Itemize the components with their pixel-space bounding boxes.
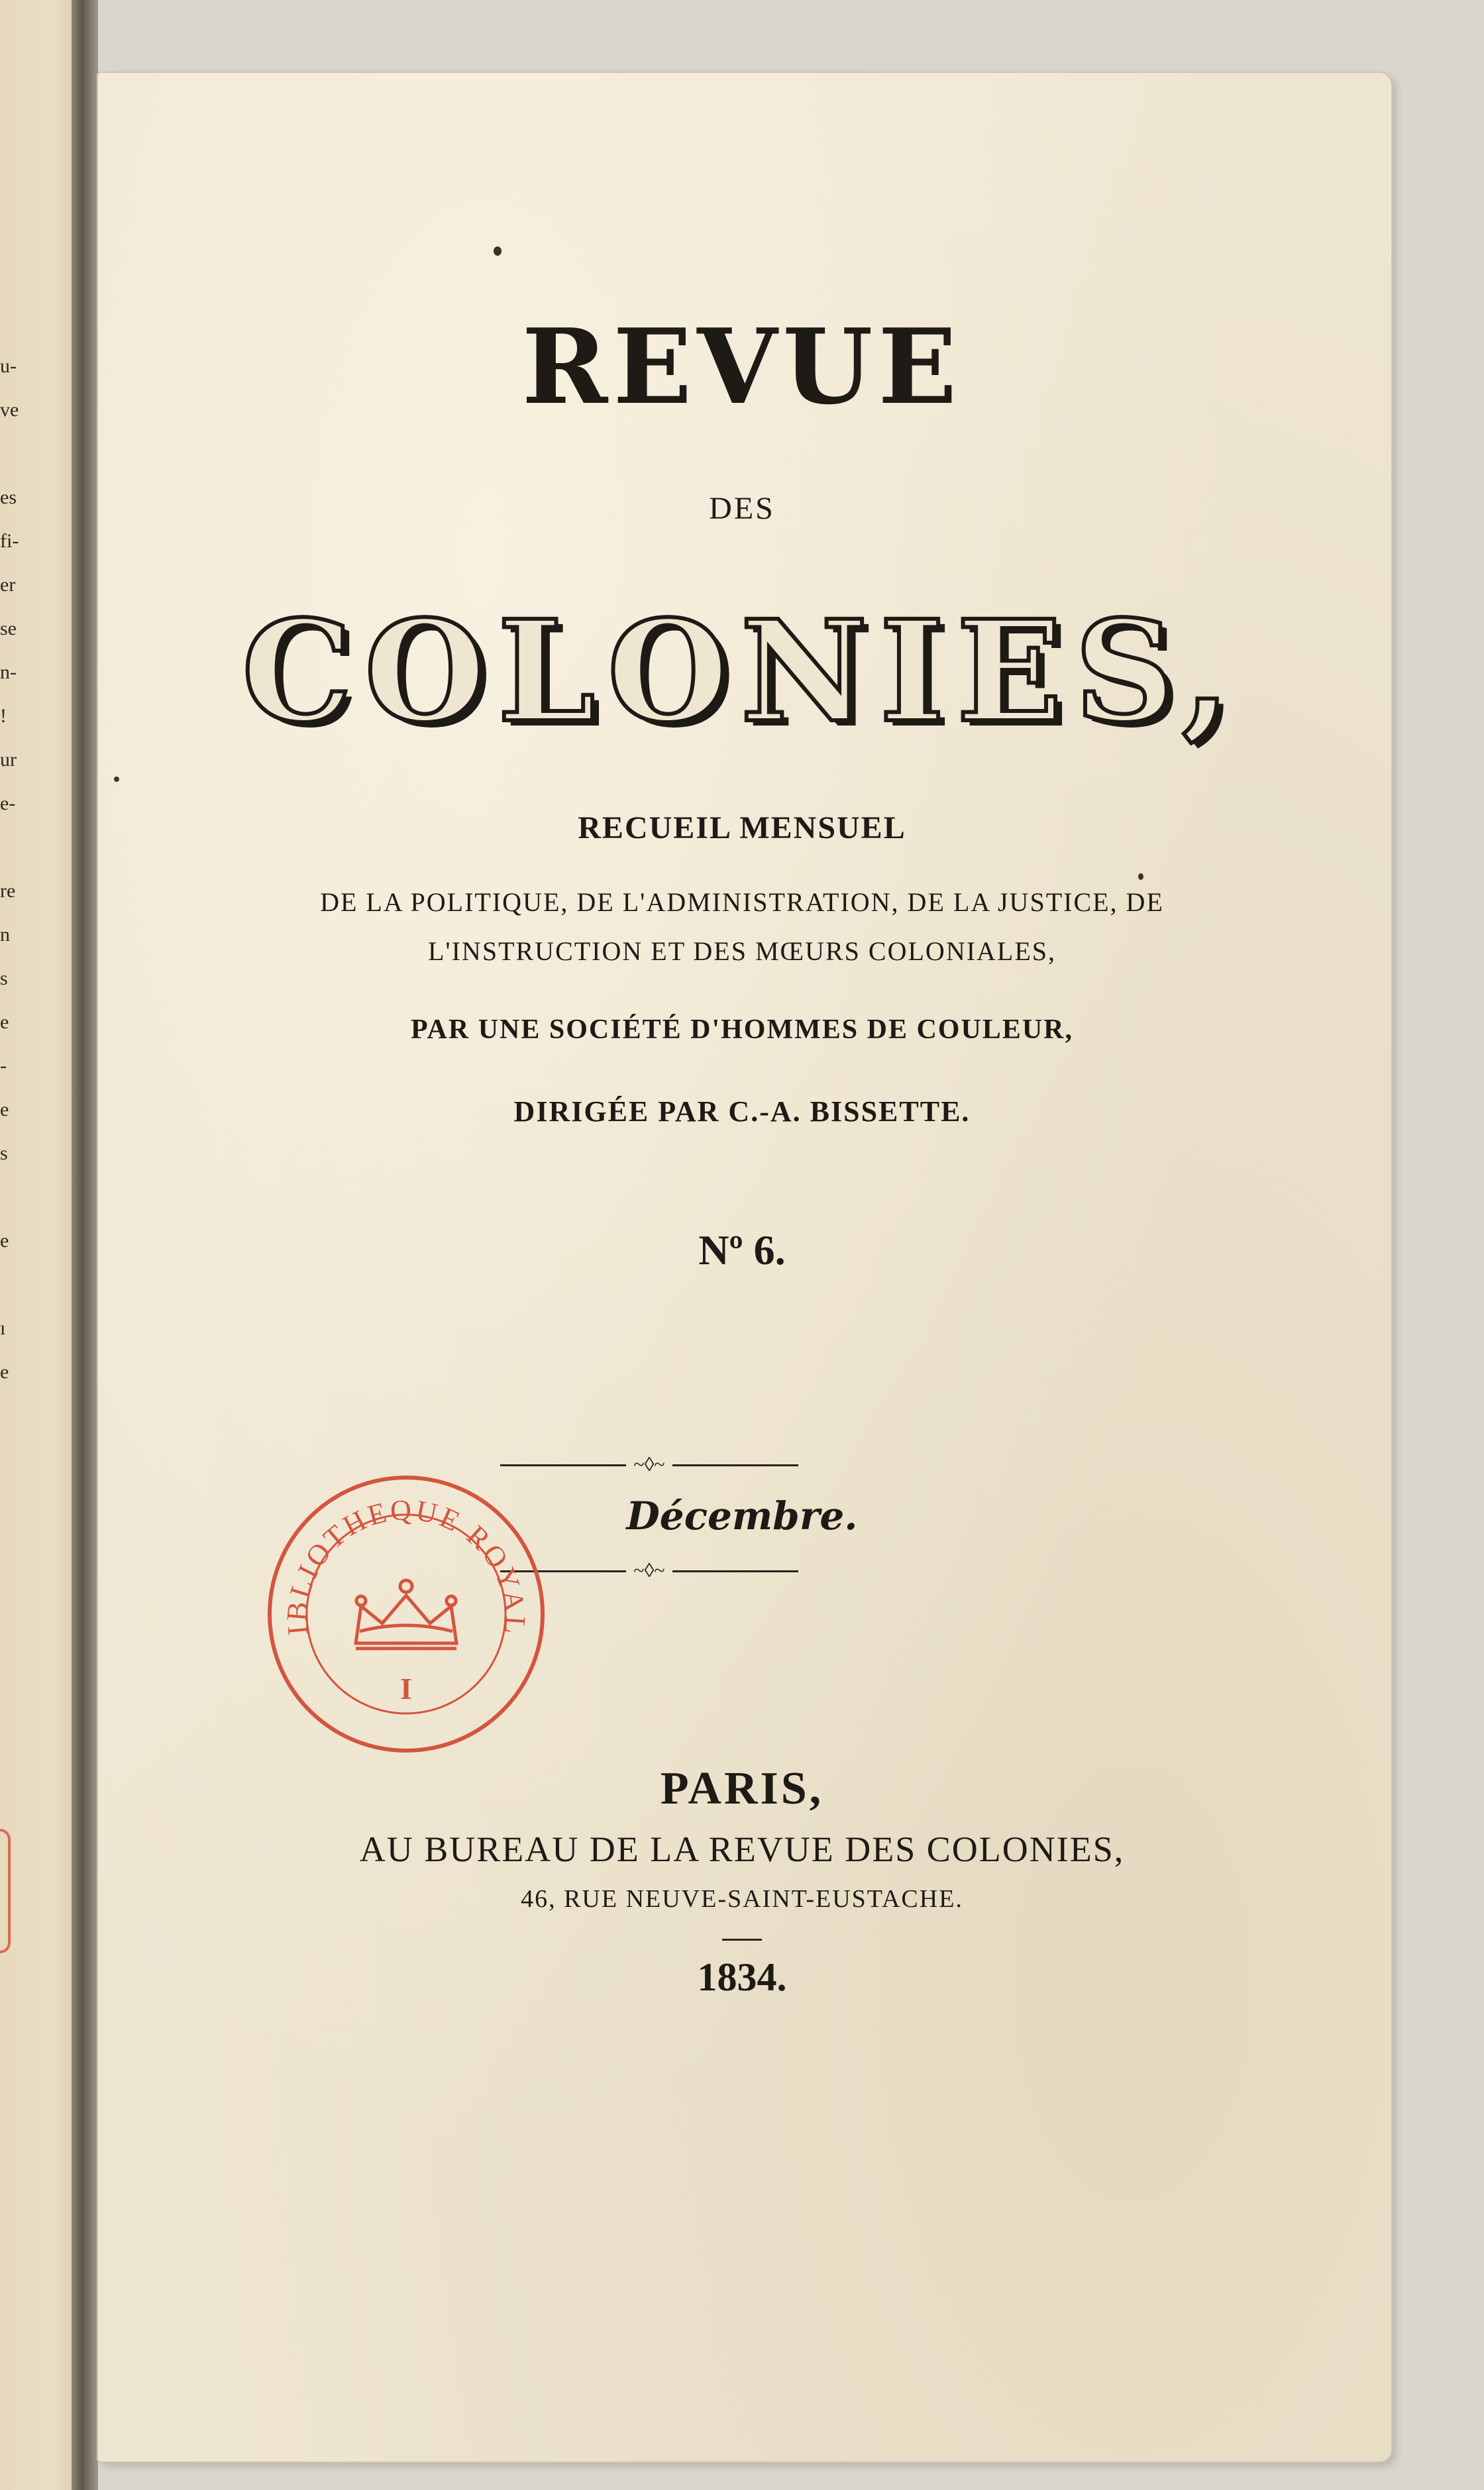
stamp-arc-text: IBLIOTHEQUE ROYAL (280, 1493, 532, 1638)
ornament-flourish-bottom: ~◊~ (626, 1564, 672, 1578)
subtitle-recueil: RECUEIL MENSUEL (578, 810, 906, 845)
ornament-flourish-top: ~◊~ (626, 1458, 672, 1472)
facing-page-fragment: ur (0, 749, 17, 771)
ink-speck (1138, 873, 1143, 880)
issue-number: Nº 6. (698, 1226, 786, 1273)
imprint-publisher: AU BUREAU DE LA REVUE DES COLONIES, (359, 1829, 1125, 1869)
director-line: DIRIGÉE PAR C.-A. BISSETTE. (513, 1095, 971, 1128)
subtitle-line-2: L'INSTRUCTION ET DES MŒURS COLONIALES, (427, 936, 1057, 966)
title-colonies: COLONIES, (241, 590, 1243, 753)
facing-page-fragment: e (0, 1361, 9, 1383)
facing-page-fragment: e (0, 1230, 9, 1252)
library-stamp (262, 1470, 551, 1759)
stamp-numeral: I (400, 1672, 412, 1705)
facing-page-fragment (0, 1175, 20, 1219)
facing-page-fragment: n (0, 924, 10, 946)
title-revue: REVUE (521, 306, 963, 427)
facing-page-fragment: e (0, 1099, 9, 1120)
ink-speck (114, 777, 119, 782)
facing-page-fragment: e (0, 1011, 9, 1033)
facing-page-fragment: re (0, 880, 16, 902)
facing-page-fragment (0, 432, 20, 476)
facing-page-fragment: e- (0, 792, 16, 814)
crown-icon (356, 1580, 456, 1649)
facing-page-fragment: es (0, 486, 17, 508)
facing-page-fragment: ı (0, 1317, 6, 1339)
authors-line: PAR UNE SOCIÉTÉ D'HOMMES DE COULEUR, (411, 1014, 1073, 1045)
facing-page-fragment: se (0, 618, 17, 639)
ink-speck (494, 246, 502, 256)
subtitle-line-1: DE LA POLITIQUE, DE L'ADMINISTRATION, DE LA JUSTICE, DE (320, 887, 1164, 917)
facing-page-fragment: s (0, 1142, 8, 1164)
facing-page-fragment: fi- (0, 530, 19, 552)
title-des: DES (709, 491, 775, 526)
imprint-year: 1834. (697, 1955, 787, 1999)
facing-page-fragment: n- (0, 661, 17, 683)
issue-month: Décembre. (626, 1493, 858, 1539)
facing-page-fragment: er (0, 574, 16, 596)
imprint-address: 46, RUE NEUVE-SAINT-EUSTACHE. (521, 1885, 963, 1913)
facing-page-fragment: s (0, 967, 8, 989)
imprint-city: PARIS, (660, 1763, 824, 1814)
imprint-short-rule (722, 1939, 762, 1941)
facing-page-fragment: u- (0, 355, 17, 377)
facing-page-fragment: ! (0, 705, 7, 727)
facing-page-fragment: - (0, 1055, 7, 1077)
facing-page-fragment: ve (0, 399, 19, 421)
